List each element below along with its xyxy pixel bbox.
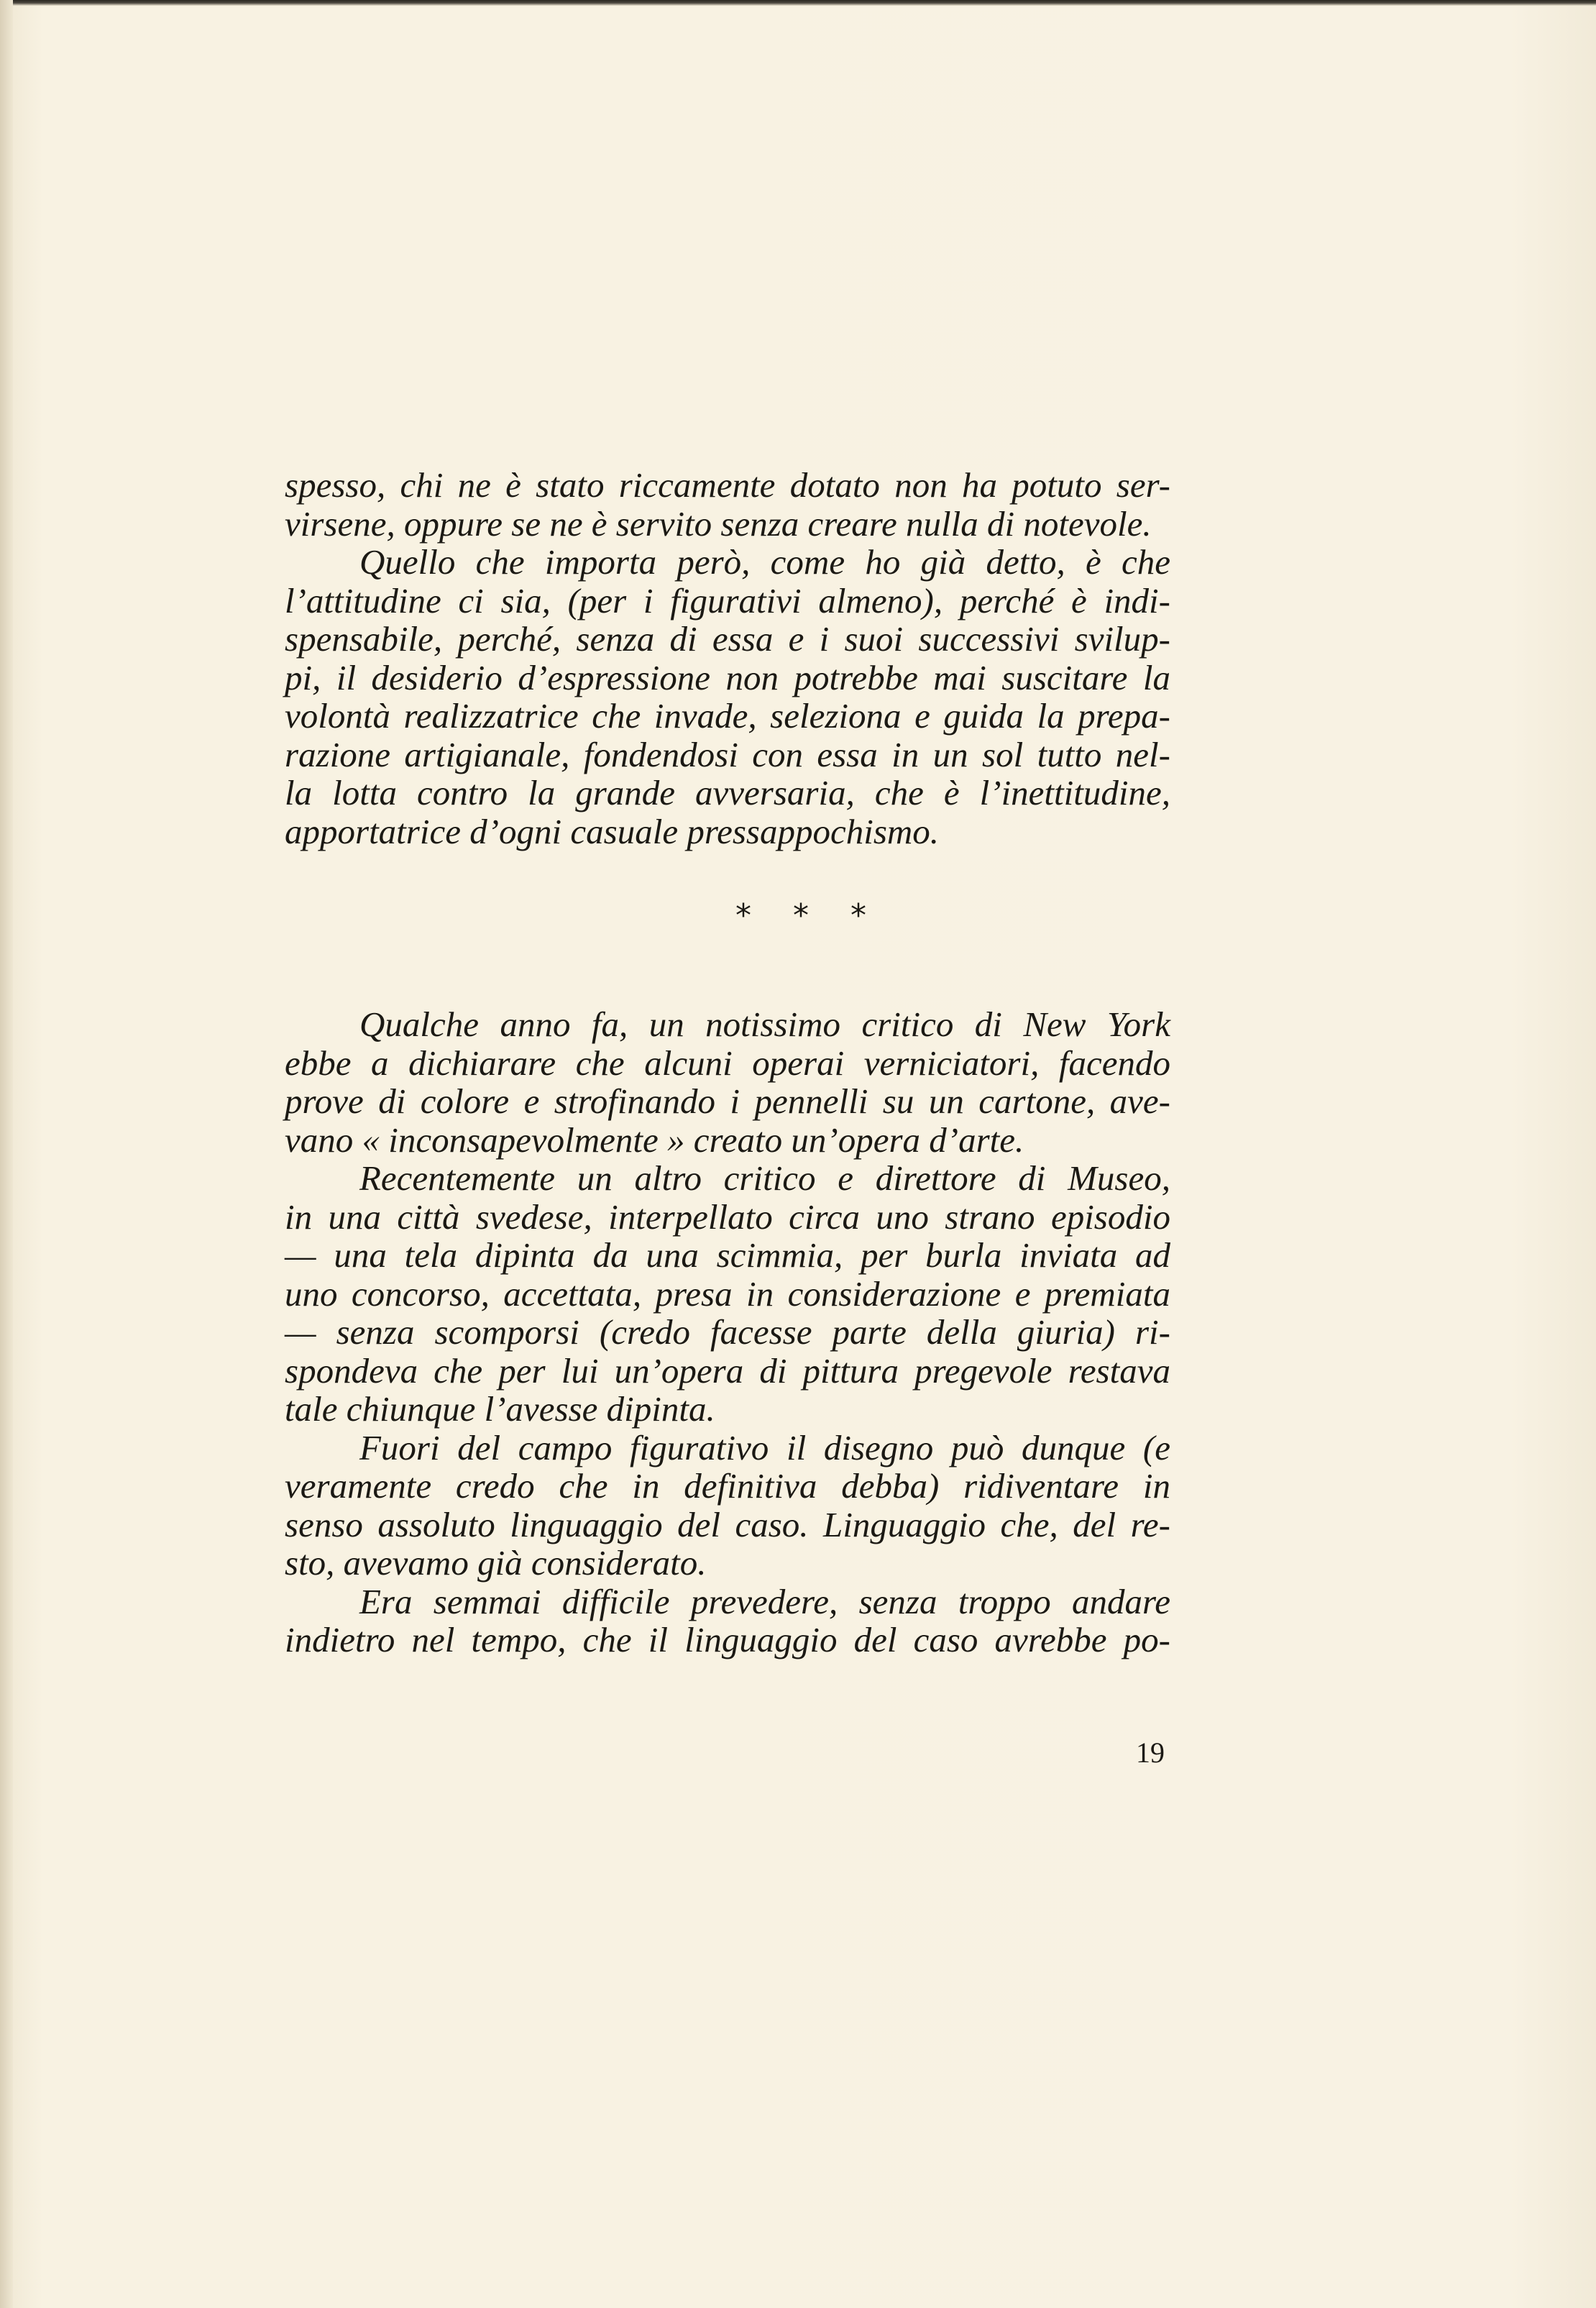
text-line: virsene, oppure se ne è servito senza creare nulla di notevole. bbox=[285, 503, 1152, 544]
section-separator: * * * bbox=[735, 897, 882, 934]
text-line: Recentemente un altro critico e direttore di Museo, bbox=[359, 1158, 1170, 1198]
text-line: apportatrice d’ogni casuale pressappochismo. bbox=[285, 811, 940, 851]
body-text-part2 bbox=[285, 1005, 1170, 1659]
text-line: — una tela dipinta da una scimmia, per burla inviata ad bbox=[285, 1235, 1170, 1275]
page-left-edge bbox=[0, 0, 13, 2308]
text-line: ebbe a dichiarare che alcuni operai verniciatori, facendo bbox=[285, 1043, 1170, 1083]
text-line: Fuori del campo figurativo il disegno può dunque (e bbox=[359, 1427, 1170, 1467]
text-line: uno concorso, accettata, presa in considerazione e premiata bbox=[285, 1273, 1170, 1314]
body-text-part1 bbox=[285, 466, 1170, 851]
text-line: l’attitudine ci sia, (per i figurativi almeno), perché è indi- bbox=[285, 580, 1170, 620]
page-top-edge bbox=[0, 0, 1596, 6]
text-line: indietro nel tempo, che il linguaggio del caso avrebbe po- bbox=[285, 1620, 1170, 1659]
text-line: la lotta contro la grande avversaria, che è l’inettitudine, bbox=[285, 773, 1170, 812]
text-line: veramente credo che in definitiva debba) ridiventare in bbox=[285, 1466, 1170, 1506]
text-line: Qualche anno fa, un notissimo critico di New York bbox=[359, 1004, 1170, 1044]
text-line: spondeva che per lui un’opera di pittura pregevole restava bbox=[285, 1350, 1170, 1391]
text-line: pi, il desiderio d’espressione non potrebbe mai suscitare la bbox=[285, 657, 1170, 697]
text-line: tale chiunque l’avesse dipinta. bbox=[285, 1389, 715, 1429]
text-line: Era semmai difficile prevedere, senza troppo andare bbox=[359, 1581, 1170, 1621]
text-line: in una città svedese, interpellato circa uno strano episodio bbox=[285, 1196, 1170, 1237]
text-line: prove di colore e strofinando i pennelli su un cartone, ave- bbox=[285, 1081, 1170, 1121]
text-line: spesso, chi ne è stato riccamente dotato non ha potuto ser- bbox=[285, 465, 1170, 505]
text-line: — senza scomporsi (credo facesse parte della giuria) ri- bbox=[285, 1312, 1170, 1352]
text-line: volontà realizzatrice che invade, seleziona e guida la prepa- bbox=[285, 696, 1170, 736]
text-line: sto, avevamo già considerato. bbox=[285, 1543, 707, 1583]
text-line: senso assoluto linguaggio del caso. Linguaggio che, del re- bbox=[285, 1504, 1170, 1544]
text-line: spensabile, perché, senza di essa e i suoi successivi svilup- bbox=[285, 619, 1170, 659]
page-number: 19 bbox=[1136, 1736, 1165, 1769]
text-line: vano « inconsapevolmente » creato un’opera d’arte. bbox=[285, 1119, 1024, 1160]
text-line: razione artigianale, fondendosi con essa in un sol tutto nel- bbox=[285, 734, 1170, 774]
text-line: Quello che importa però, come ho già detto, è che bbox=[359, 542, 1170, 582]
